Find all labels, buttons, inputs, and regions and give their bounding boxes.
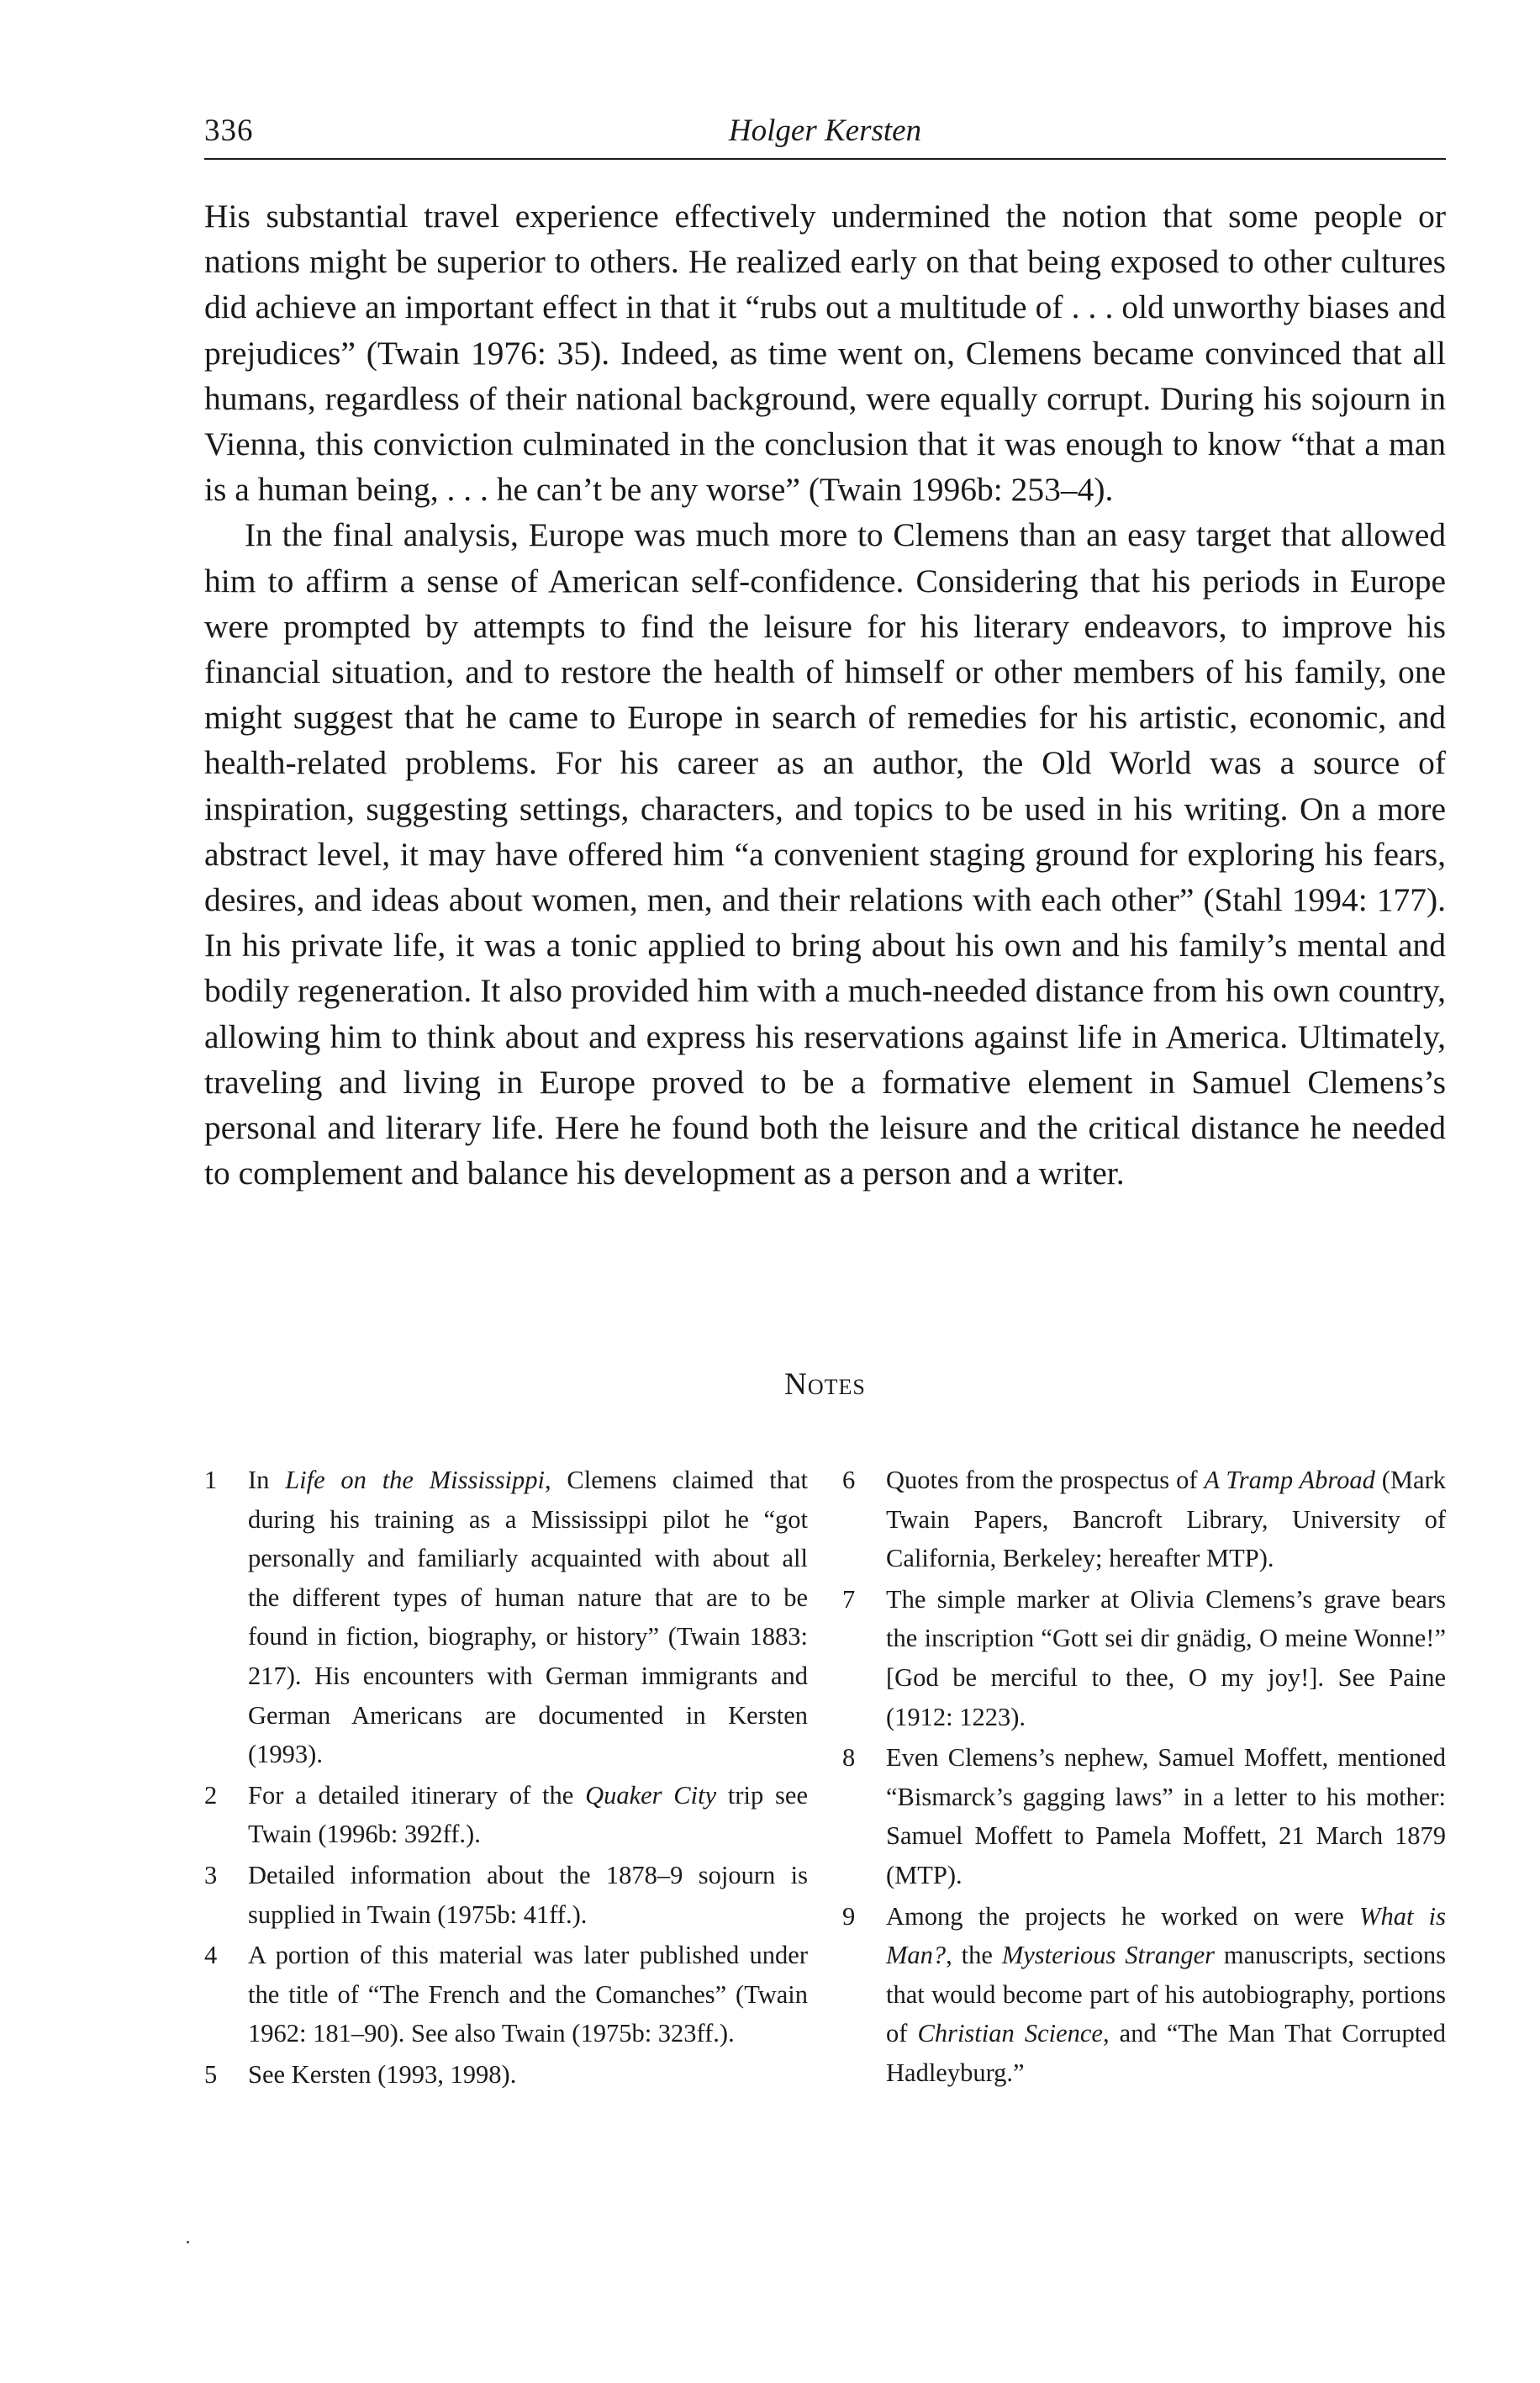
footnote	[204, 2055, 808, 2095]
footnote-number: 1	[204, 1466, 218, 1494]
footnote	[842, 1897, 1446, 2093]
footnote	[204, 1936, 808, 2053]
footnote-text: See Kersten (1993, 1998).	[248, 2059, 517, 2089]
footnote	[842, 1461, 1446, 1578]
body-text	[204, 193, 1446, 1196]
footnote-text: Quotes from the prospectus of A Tramp Abroad (Mark Twain Papers, Bancroft Library, University of California, Berkeley; hereafter MTP).	[886, 1466, 1446, 1573]
footnote-text: For a detailed itinerary of the Quaker City trip see Twain (1996b: 392ff.).	[248, 1780, 808, 1849]
footnote-text: A portion of this material was later published under the title of “The French and the Comanches” (Twain 1962: 181–90). See also Twain (1975b: 323ff.).	[248, 1941, 808, 2048]
paragraph: In the final analysis, Europe was much more to Clemens than an easy target that allowed him to affirm a sense of American self-confidence. Considering that his periods in Europe were prompted by attempts to find the leisure for his literary endeavors, to improve his financial situation, and to restore the health of himself or other members of his family, one might suggest that he came to Europe in search of remedies for his artistic, economic, and health-related problems. For his career as an author, the Old World was a source of inspiration, suggesting settings, characters, and topics to be used in his writing. On a more abstract level, it may have offered him “a convenient staging ground for exploring his fears, desires, and ideas about women, men, and their relations with each other” (Stahl 1994: 177). In his private life, it was a tonic applied to bring about his own and his family’s mental and bodily regeneration. It also provided him with a much-needed distance from his own country, allowing him to think about and express his reservations against life in America. Ultimately, traveling and living in Europe proved to be a formative element in Samuel Clemens’s personal and literary life. Here he found both the leisure and the critical distance he needed to complement and balance his development as a person and a writer.	[204, 516, 1446, 1192]
footnote-number: 4	[204, 1941, 218, 1970]
footnote-text: In Life on the Mississippi, Clemens claimed that during his training as a Mississippi pilot he “got personally and familiarly acquainted with about all the different types of human nature that are to be found in fiction, biography, or history” (Twain 1883: 217). His encounters with German immigrants and German Americans are documented in Kersten (1993).	[248, 1466, 808, 1769]
footnote-text: Among the projects he worked on were What is Man?, the Mysterious Stranger manuscripts, sections that would become part of his autobiography, portions of Christian Science, and “The Man That Corrupted Hadleyburg.”	[886, 1901, 1447, 2087]
footnote-number: 8	[842, 1743, 856, 1773]
footnote-number: 7	[842, 1584, 856, 1614]
footnote-text: Even Clemens’s nephew, Samuel Moffett, mentioned “Bismarck’s gagging laws” in a letter to his mother: Samuel Moffett to Pamela Moffett, 21 March 1879 (MTP).	[886, 1743, 1446, 1889]
running-title: Holger Kersten	[728, 114, 922, 148]
footnote-number: 2	[204, 1780, 218, 1810]
footnote-text: The simple marker at Olivia Clemens’s grave bears the inscription “Gott sei dir gnädig, O meine Wonne!” [God be merciful to thee, O my joy!]. See Paine (1912: 1223).	[886, 1584, 1446, 1731]
notes-column-left	[204, 1461, 808, 2096]
page-number: 336	[204, 114, 254, 148]
footnote-number: 5	[204, 2059, 218, 2089]
footnote	[842, 1738, 1446, 1894]
footnote	[842, 1580, 1446, 1736]
footnote	[204, 1776, 808, 1854]
footnote	[204, 1461, 808, 1774]
paragraph: His substantial travel experience effectively undermined the notion that some people or nations might be superior to others. He realized early on that being exposed to other cultures did achieve an important effect in that it “rubs out a multitude of . . . old unworthy biases and prejudices” (Twain 1976: 35). Indeed, as time went on, Clemens became convinced that all humans, regardless of their national background, were equally corrupt. During his sojourn in Vienna, this conviction culminated in the conclusion that it was enough to know “that a man is a human being, . . . he can’t be any worse” (Twain 1996b: 253–4).	[204, 198, 1446, 509]
notes-heading: Notes	[784, 1367, 866, 1402]
notes-column-right	[842, 1461, 1446, 2095]
footnote-number: 6	[842, 1466, 856, 1494]
stray-mark	[187, 2241, 189, 2243]
footnote-number: 9	[842, 1901, 856, 1931]
footnote-text: Detailed information about the 1878–9 sojourn is supplied in Twain (1975b: 41ff.).	[248, 1860, 808, 1929]
footnote	[204, 1856, 808, 1934]
footnote-number: 3	[204, 1860, 218, 1889]
running-head	[204, 108, 1446, 160]
